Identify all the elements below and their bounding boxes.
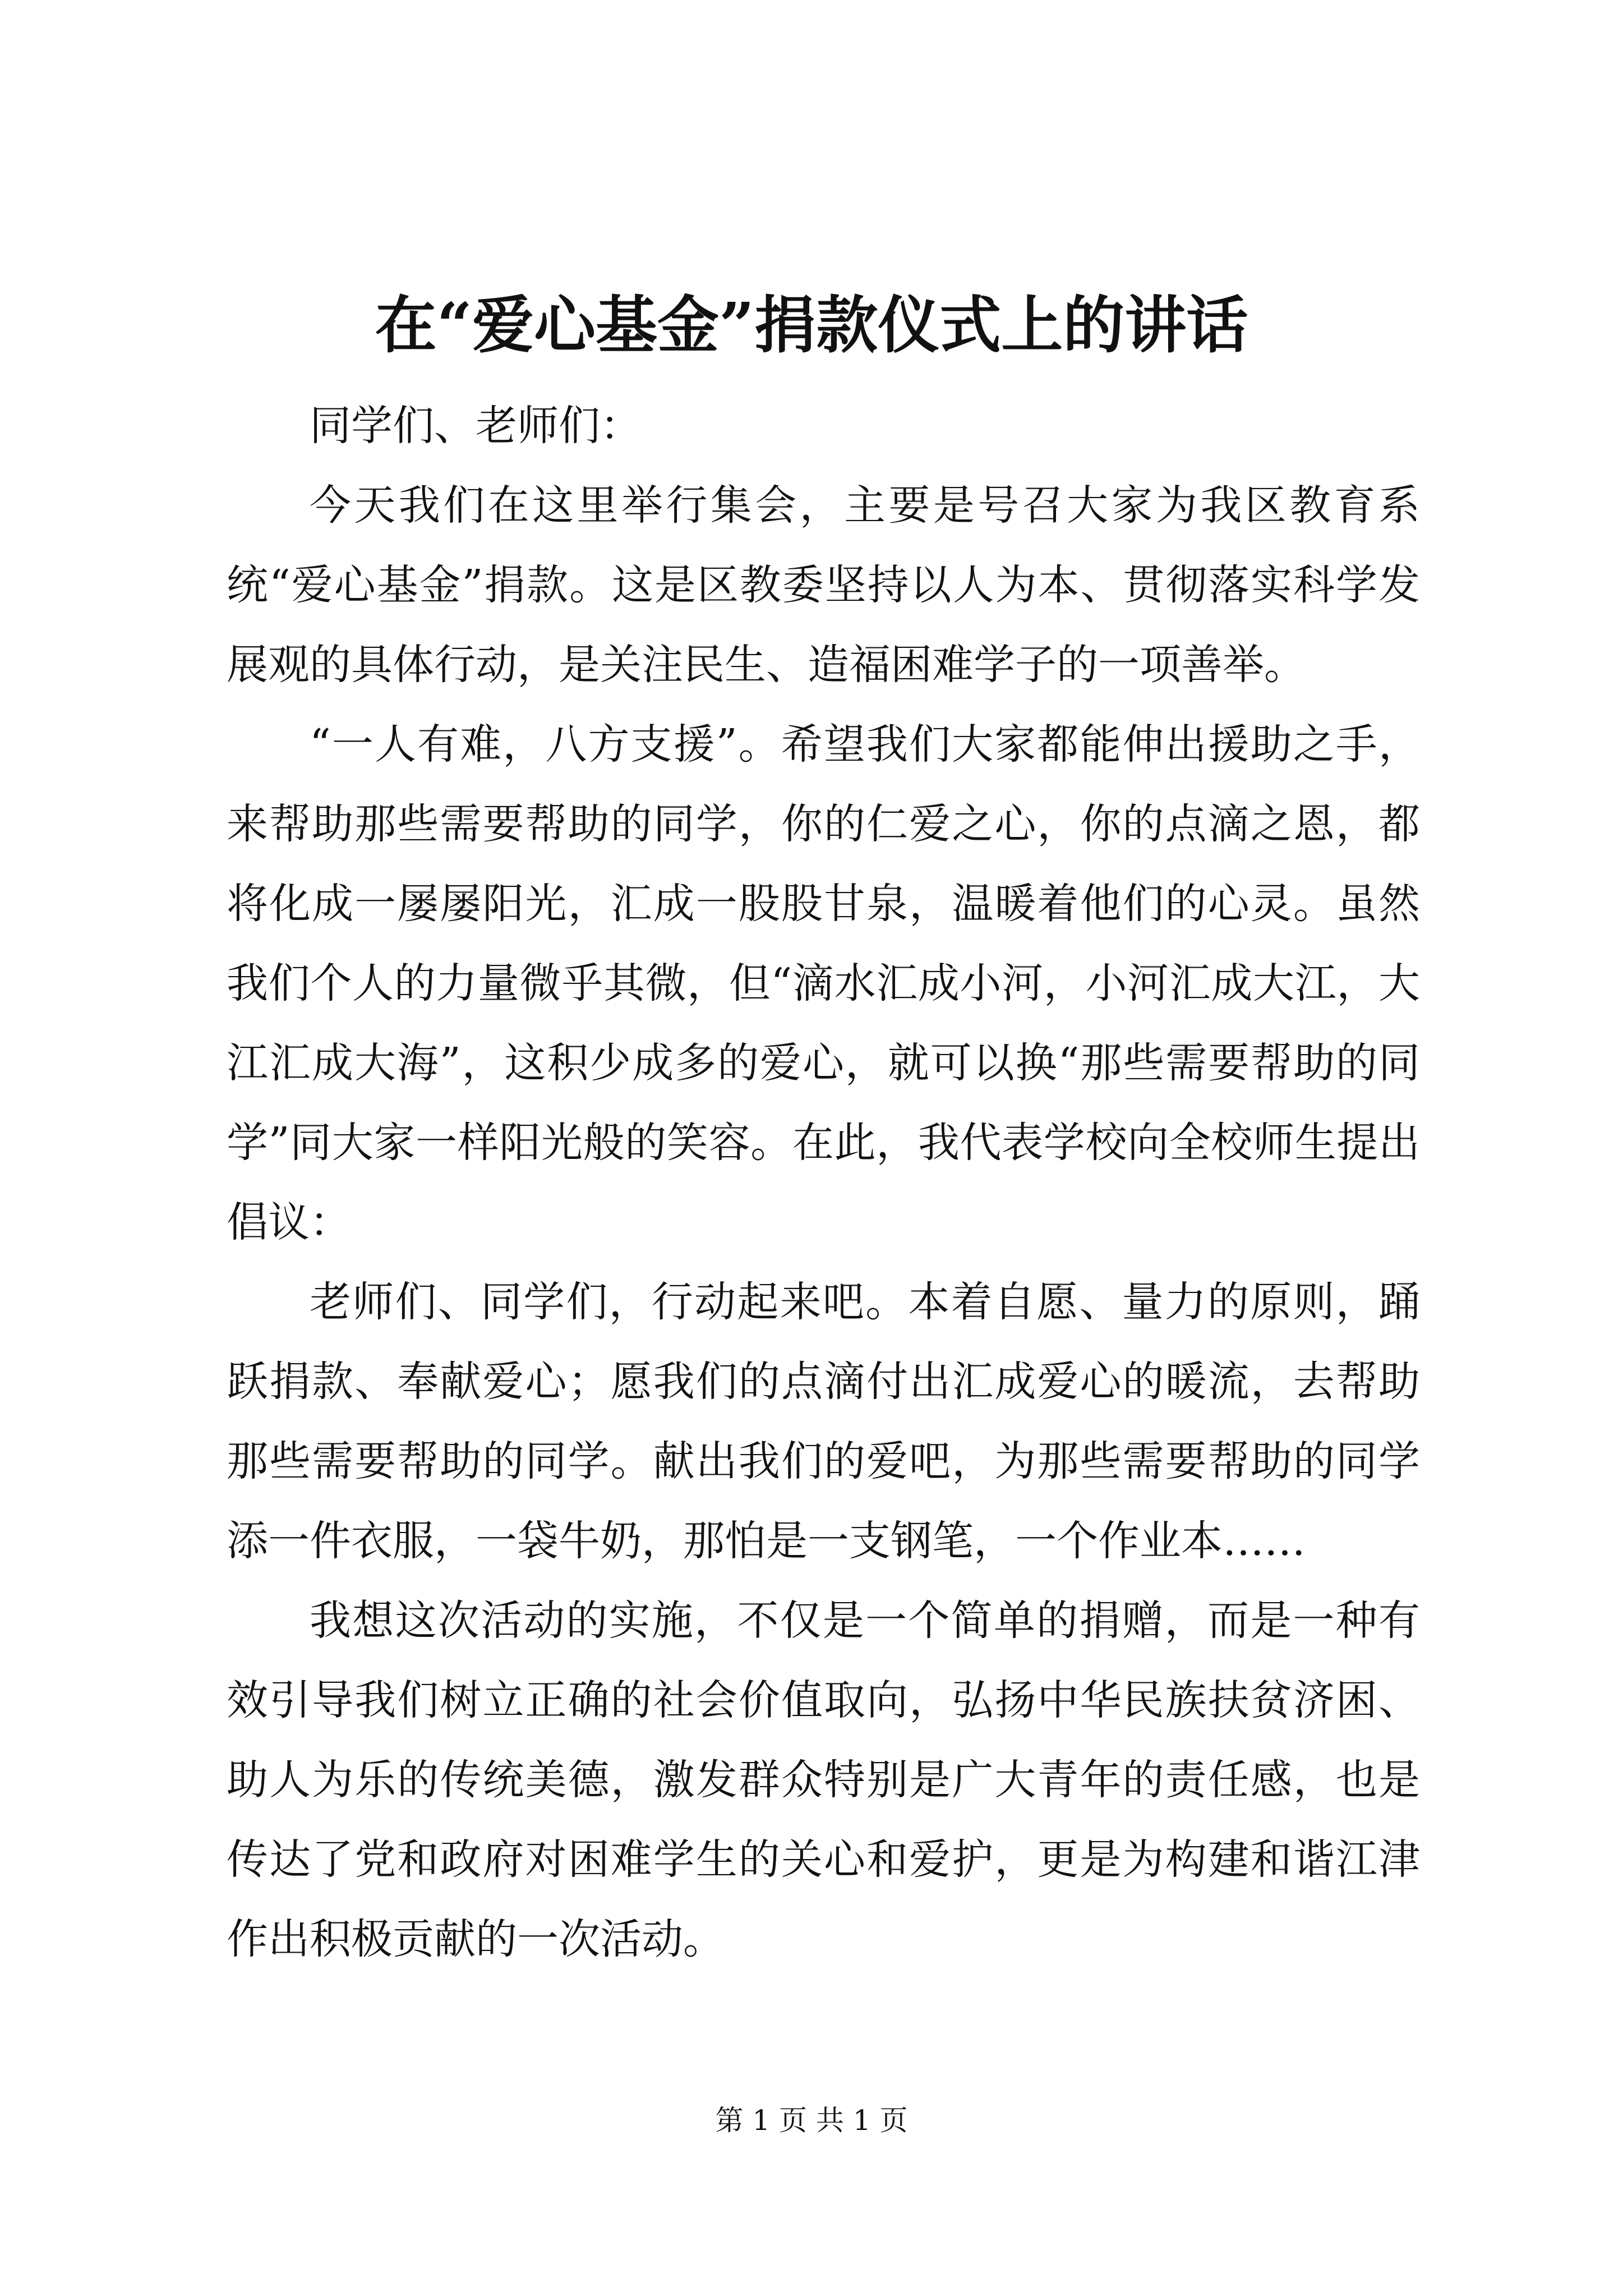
paragraph-3: 老师们、同学们，行动起来吧。本着自愿、量力的原则，踊跃捐款、奉献爱心；愿我们的点滴付出汇成爱心的暖流，去帮助那些需要帮助的同学。献出我们的爱吧，为那些需要帮助的同学添一件衣服，一袋牛奶，那怕是一支钢笔，一个作业本…… xyxy=(227,1278,1420,1565)
salutation: 同学们、老师们： xyxy=(310,402,642,450)
document-title: 在“爱心基金”捐款仪式上的讲话 xyxy=(375,289,1248,361)
paragraph-1: 今天我们在这里举行集会，主要是号召大家为我区教育系统“爱心基金”捐款。这是区教委坚持以人为本、贯彻落实科学发展观的具体行动，是关注民生、造福困难学子的一项善举。 xyxy=(227,481,1420,689)
page-footer: 第 1 页 共 1 页 xyxy=(715,2104,908,2137)
paragraph-2: “一人有难，八方支援”。希望我们大家都能伸出援助之手，来帮助那些需要帮助的同学，你的仁爱之心，你的点滴之恩，都将化成一屡屡阳光，汇成一股股甘泉，温暖着他们的心灵。虽然我们个人的力量微乎其微，但“滴水汇成小河，小河汇成大江，大江汇成大海”，这积少成多的爱心，就可以换“那些需要帮助的同学”同大家一样阳光般的笑容。在此，我代表学校向全校师生提出倡议： xyxy=(227,720,1420,1246)
paragraph-4: 我想这次活动的实施，不仅是一个简单的捐赠，而是一种有效引导我们树立正确的社会价值取向，弘扬中华民族扶贫济困、助人为乐的传统美德，激发群众特别是广大青年的责任感，也是传达了党和政府对困难学生的关心和爱护，更是为构建和谐江津作出积极贡献的一次活动。 xyxy=(227,1596,1420,1963)
document-body xyxy=(227,386,1420,1979)
